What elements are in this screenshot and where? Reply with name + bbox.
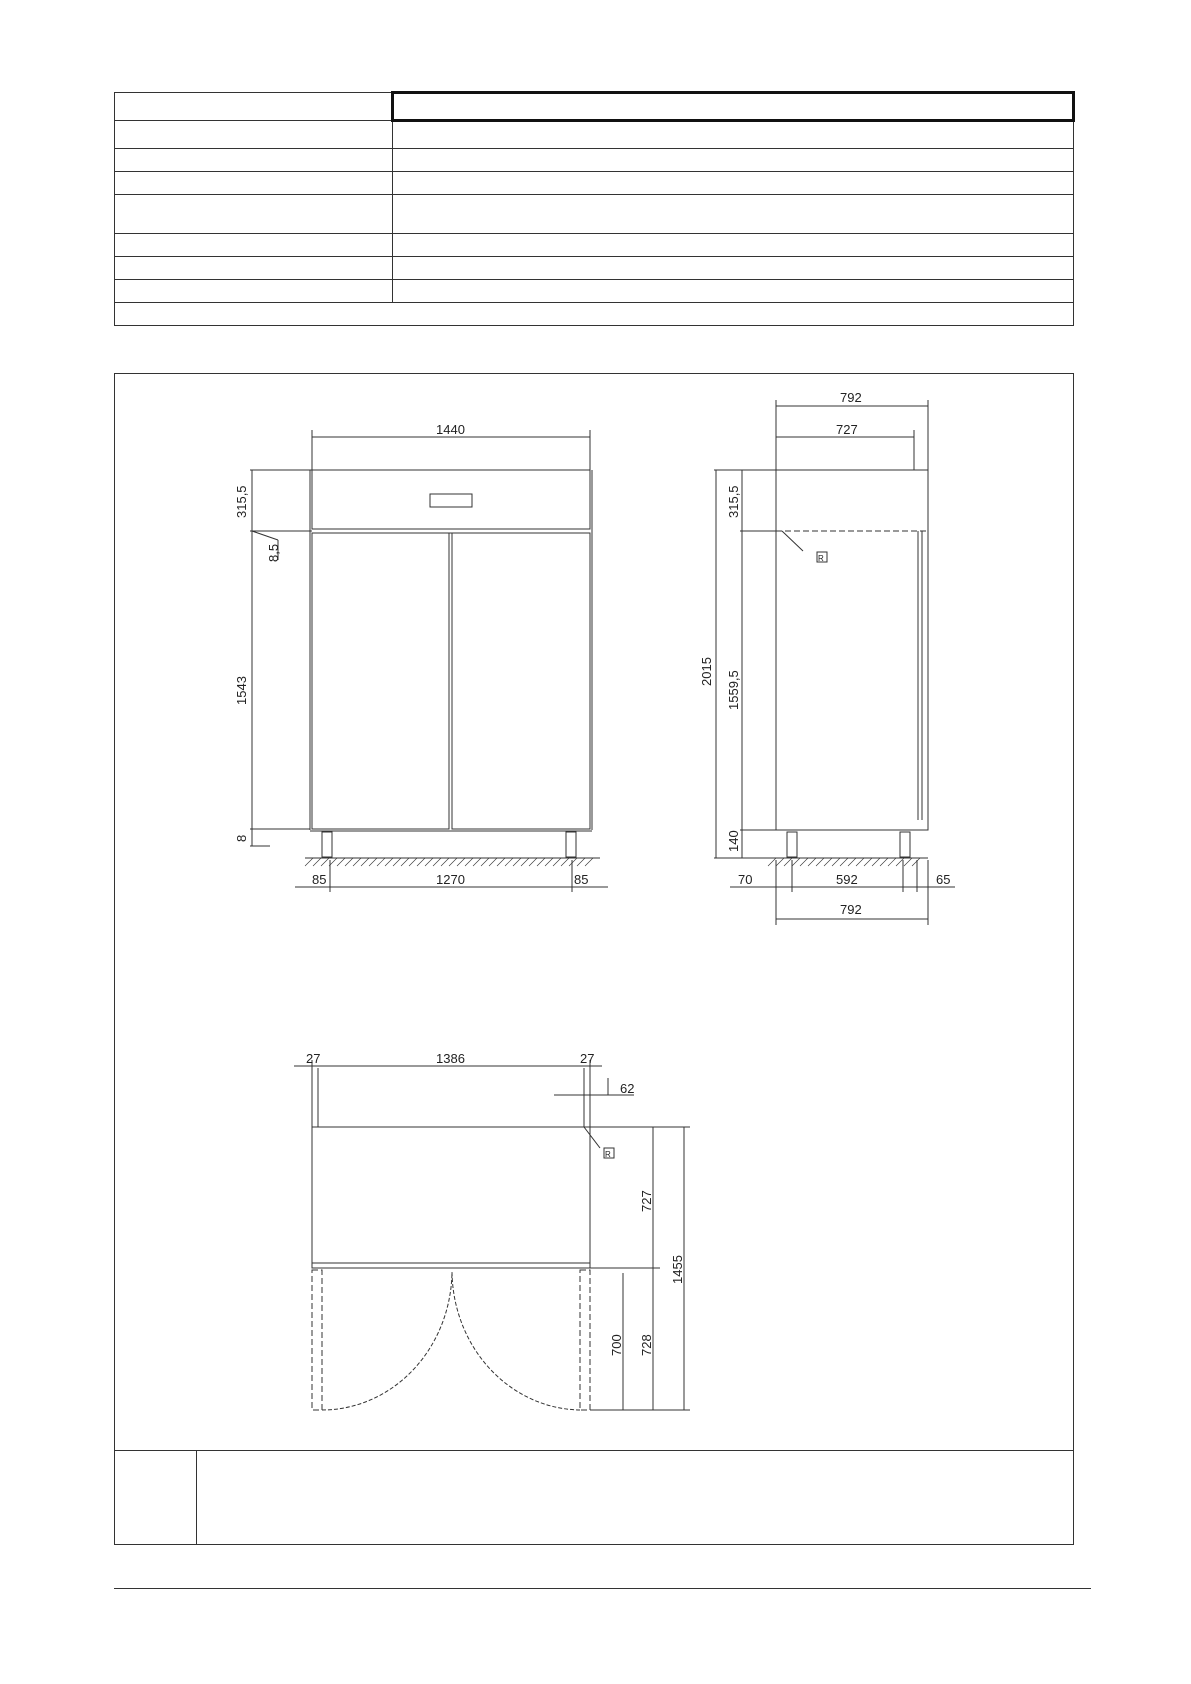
dim-side-body-height: 1559,5	[726, 670, 741, 710]
side-leg-front	[787, 832, 797, 857]
door-swing-right	[452, 1272, 580, 1410]
front-leg-right	[566, 832, 576, 857]
dim-plan-total-depth: 1455	[670, 1255, 685, 1284]
dim-side-top-width: 792	[840, 390, 862, 405]
dim-plan-width: 1386	[436, 1051, 465, 1066]
plan-door-left	[312, 1270, 322, 1410]
dim-plan-door-swing: 700	[609, 1334, 624, 1356]
dim-front-top-height: 315,5	[234, 485, 249, 518]
dim-front-base: 8	[234, 834, 249, 842]
plan-body	[312, 1127, 590, 1268]
dim-side-inner-width: 727	[836, 422, 858, 437]
side-view	[699, 390, 955, 925]
side-leg-back	[900, 832, 910, 857]
dim-side-leg-height: 140	[726, 830, 741, 852]
dim-side-leg-span: 592	[836, 872, 858, 887]
side-body	[776, 470, 928, 830]
dim-front-gap: 8,5	[266, 543, 281, 562]
dim-front-leg-left: 85	[312, 872, 327, 887]
control-panel	[430, 494, 472, 507]
front-view	[234, 422, 608, 892]
door-right	[452, 533, 590, 829]
door-left	[312, 533, 449, 829]
dim-plan-depth: 727	[639, 1190, 654, 1212]
dim-plan-door-depth: 728	[639, 1334, 654, 1356]
dim-front-leg-right: 85	[574, 872, 589, 887]
dim-side-leg-back: 65	[936, 872, 951, 887]
dim-front-leg-span: 1270	[436, 872, 465, 887]
plan-view	[294, 1051, 690, 1410]
dim-side-total-height: 2015	[699, 657, 714, 686]
dim-side-leg-front: 70	[738, 872, 753, 887]
front-leg-left	[322, 832, 332, 857]
front-top-panel	[312, 470, 590, 529]
dim-side-bottom-width: 792	[840, 902, 862, 917]
side-marker: R	[818, 554, 824, 563]
dim-front-door-height: 1543	[234, 676, 249, 705]
dim-plan-handle: 62	[620, 1081, 635, 1096]
dim-plan-side-left: 27	[306, 1051, 321, 1066]
dim-front-width: 1440	[436, 422, 465, 437]
dim-plan-side-right: 27	[580, 1051, 595, 1066]
door-swing-left	[322, 1272, 452, 1410]
plan-door-right	[580, 1270, 590, 1410]
dim-side-top-height: 315,5	[726, 485, 741, 518]
plan-marker: R	[605, 1150, 611, 1159]
